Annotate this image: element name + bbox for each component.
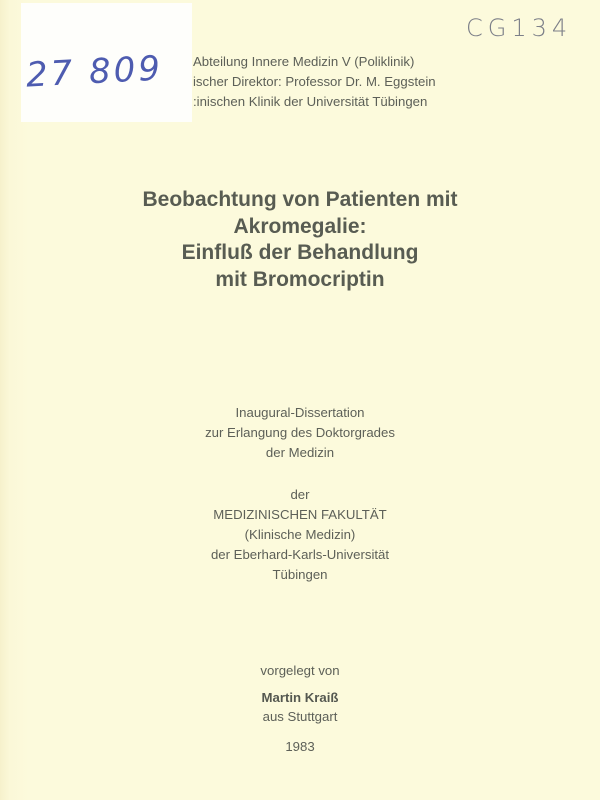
faculty-line-3: (Klinische Medizin)	[244, 527, 356, 542]
handwritten-inventory-number: 27 809	[25, 48, 164, 96]
author-name: Martin Kraiß	[261, 690, 339, 705]
faculty-line-2: MEDIZINISCHEN FAKULTÄT	[213, 507, 387, 522]
faculty-line-5: Tübingen	[272, 567, 328, 582]
title-line-1: Beobachtung von Patienten mit	[142, 188, 458, 211]
author-origin: aus Stuttgart	[262, 709, 338, 724]
faculty-block	[0, 485, 600, 585]
presented-by: vorgelegt von	[260, 663, 340, 678]
faculty-line-1: der	[290, 487, 310, 502]
institution-header	[193, 52, 493, 112]
header-line-director: ischer Direktor: Professor Dr. M. Eggstein	[193, 74, 436, 89]
publication-year: 1983	[285, 739, 315, 754]
diss-line-3: der Medizin	[265, 445, 335, 460]
diss-line-2: zur Erlangung des Doktorgrades	[205, 425, 395, 440]
faculty-line-4: der Eberhard-Karls-Universität	[210, 547, 390, 562]
title-line-3: Einfluß der Behandlung	[181, 241, 419, 264]
title-line-2: Akromegalie:	[233, 214, 367, 238]
dissertation-statement	[0, 403, 600, 463]
header-line-clinic: :inischen Klinik der Universität Tübingen	[193, 94, 428, 109]
dissertation-title	[0, 187, 600, 293]
handwritten-shelf-mark: CG134	[466, 14, 573, 42]
header-line-department: Abteilung Innere Medizin V (Poliklinik)	[193, 54, 415, 69]
title-line-4: mit Bromocriptin	[215, 267, 385, 291]
diss-line-1: Inaugural-Dissertation	[235, 405, 365, 420]
